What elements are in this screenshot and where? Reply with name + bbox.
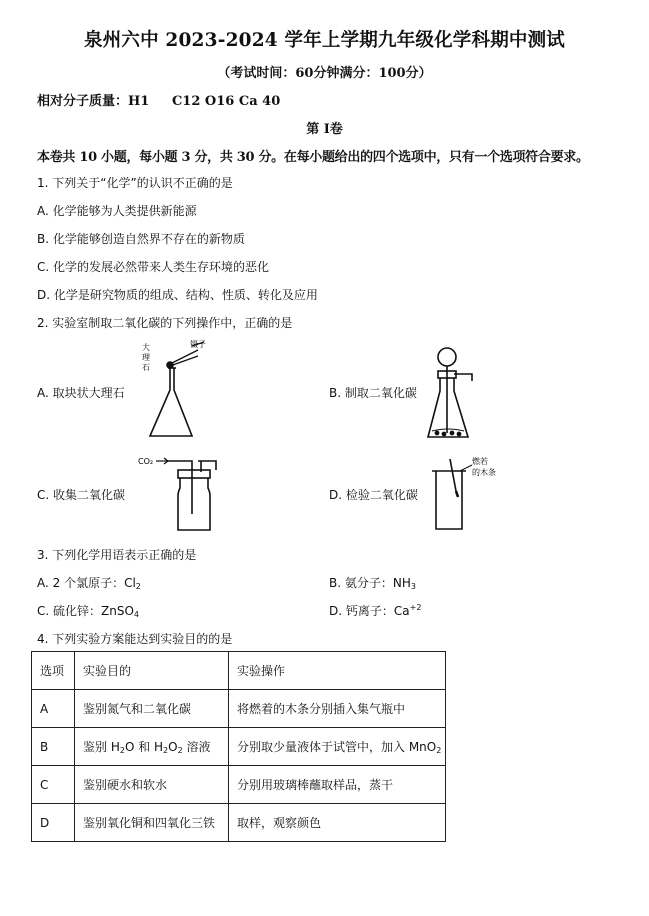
row-purpose: 鉴别氮气和二氧化碳 [75,690,229,728]
table-row[interactable] [32,728,446,766]
label-marble-2: 理 [142,353,150,362]
row-option: D [32,804,75,842]
row-option: C [32,766,75,804]
table-row[interactable] [32,690,446,728]
header-purpose: 实验目的 [75,652,229,690]
row-operation: 分别用玻璃棒蘸取样品，蒸干 [229,766,446,804]
figure-produce-co2 [422,343,482,443]
q3-option-c[interactable]: C. 硫化锌：ZnSO$_4$ [37,604,139,619]
q2-stem: 2. 实验室制取二氧化碳的下列操作中，正确的是 [37,316,293,330]
q4-stem: 4. 下列实验方案能达到实验目的的是 [37,632,233,646]
q3-option-d[interactable]: D. 钙离子：$Ca^{+2}$ [329,603,422,618]
row-operation: 取样，观察颜色 [229,804,446,842]
row-purpose: 鉴别氧化铜和四氧化三铁 [75,804,229,842]
atomic-mass-line: 相对分子质量：H1 C12 O16 Ca 40 [37,94,281,109]
q1-option-d[interactable]: D. 化学是研究物质的组成、结构、性质、转化及应用 [37,288,318,302]
label-tweezers: 镊子 [190,340,206,349]
row-option: A [32,690,75,728]
figure-collect-co2 [138,452,218,532]
section-instructions: 本卷共 10 小题，每小题 3 分，共 30 分。在每小题给出的四个选项中，只有一个选项符合要求。 [37,150,589,165]
row-operation: 将燃着的木条分别插入集气瓶中 [229,690,446,728]
q3-option-a[interactable]: A. 2 个氯原子：$Cl_2$ [37,576,141,591]
table-row[interactable] [32,804,446,842]
q2-option-a[interactable]: A. 取块状大理石 [37,386,125,400]
q2-option-c[interactable]: C. 收集二氧化碳 [37,488,126,502]
header-operation: 实验操作 [229,652,446,690]
q4-table [31,651,446,842]
q1-option-a[interactable]: A. 化学能够为人类提供新能源 [37,204,197,218]
table-header-row [32,652,446,690]
q3-stem: 3. 下列化学用语表示正确的是 [37,548,197,562]
label-burning-stick-2: 的木条 [472,468,496,477]
table-row[interactable] [32,766,446,804]
q3-option-b[interactable]: B. 氨分子：$NH_3$ [329,576,416,591]
label-co2: CO₂ [138,457,154,466]
row-purpose: 鉴别 $H_2O$ 和 $H_2O_2$ 溶液 [75,728,229,766]
q1-stem: 1. 下列关于“化学”的认识不正确的是 [37,176,233,190]
exam-duration: （考试时间：60分钟满分：100分） [217,66,432,81]
row-purpose: 鉴别硬水和软水 [75,766,229,804]
row-option: B [32,728,75,766]
row-operation: 分别取少量液体于试管中，加入 MnO$_2$ [229,728,446,766]
figure-take-marble [140,338,210,443]
exam-title: 泉州六中 2023-2024 学年上学期九年级化学科期中测试 [83,30,566,51]
label-marble-1: 大 [142,343,150,352]
q1-option-b[interactable]: B. 化学能够创造自然界不存在的新物质 [37,232,245,246]
label-burning-stick-1: 燃若 [472,457,488,466]
section-heading: 第 I卷 [306,122,343,137]
figure-test-co2 [428,455,508,533]
label-marble-3: 石 [142,363,150,372]
header-option: 选项 [32,652,75,690]
q1-option-c[interactable]: C. 化学的发展必然带来人类生存环境的恶化 [37,260,270,274]
q2-option-b[interactable]: B. 制取二氧化碳 [329,386,417,400]
q2-option-d[interactable]: D. 检验二氧化碳 [329,488,418,502]
